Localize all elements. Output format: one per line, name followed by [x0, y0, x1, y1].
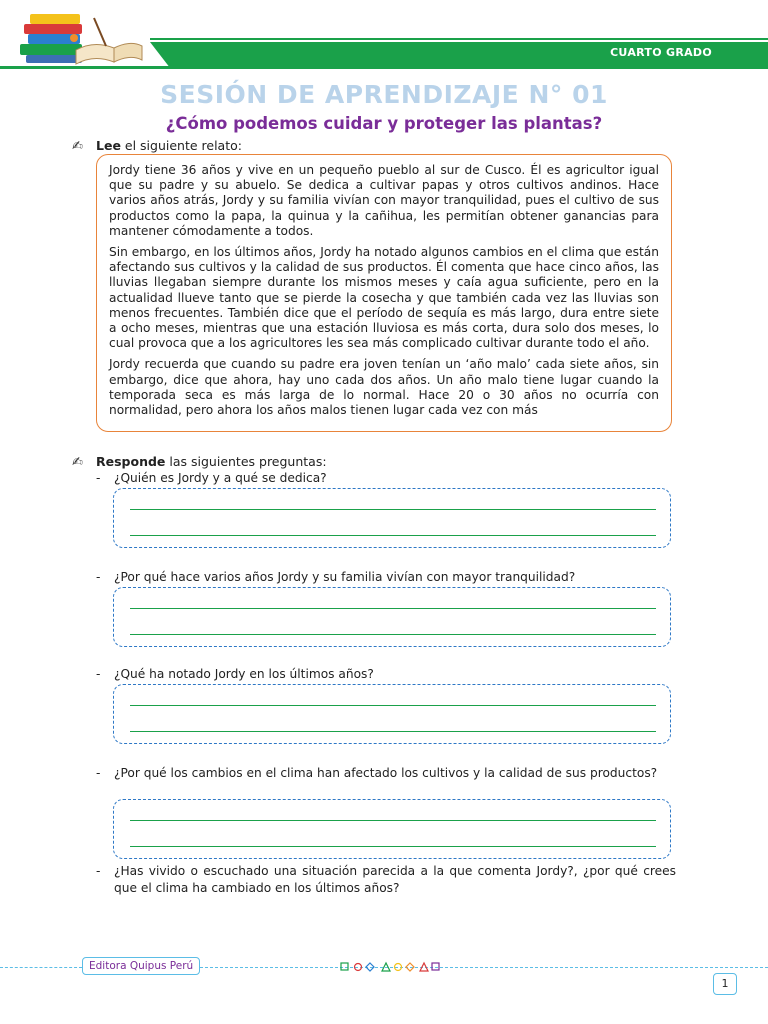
respond-instruction-bold: Responde: [96, 454, 166, 469]
answer-box-1[interactable]: [113, 488, 671, 548]
books-illustration: [14, 10, 144, 68]
question-text: ¿Qué ha notado Jordy en los últimos años?: [114, 667, 374, 681]
answer-box-3[interactable]: [113, 684, 671, 744]
decorative-shapes-icon: [340, 961, 440, 973]
publisher-label: Editora Quipus Perú: [82, 957, 200, 975]
question-text: ¿Has vivido o escuchado una situación parecida a la que comenta Jordy?, ¿por qué crees que el clima ha cambiado en los últimos años?: [114, 864, 676, 895]
question-2: [96, 569, 676, 586]
answer-line: [130, 731, 656, 732]
question-text: ¿Por qué hace varios años Jordy y su familia vivían con mayor tranquilidad?: [114, 570, 576, 584]
reading-instruction-bold: Lee: [96, 138, 121, 153]
reading-instruction-rest: el siguiente relato:: [120, 138, 242, 153]
question-dash: -: [96, 864, 101, 878]
pen-icon: ✍: [72, 139, 83, 154]
answer-line: [130, 820, 656, 821]
question-text: ¿Por qué los cambios en el clima han afectado los cultivos y la calidad de sus productos?: [114, 766, 658, 780]
question-1: [96, 470, 676, 487]
question-dash: -: [96, 766, 101, 780]
reading-paragraph: Jordy tiene 36 años y vive en un pequeño pueblo al sur de Cusco. Él es agricultor igual que su padre y su abuelo. Se dedica a cultivar papas y otros cultivos andinos. Hace varios años atrás, Jordy y su familia vivían con mayor tranquilidad, pues el cultivo de sus productos como la papa, la quinua y la cañihua, les permitían obtener ganancias para mantener cómodamente a todos.: [109, 163, 659, 238]
respond-instruction-rest: las siguientes preguntas:: [165, 454, 327, 469]
footer-dashed-line: [0, 967, 82, 968]
reading-box: [96, 154, 672, 432]
answer-line: [130, 608, 656, 609]
question-4: [96, 765, 676, 782]
page-title: SESIÓN DE APRENDIZAJE N° 01: [160, 80, 608, 109]
grade-label: CUARTO GRADO: [610, 46, 712, 59]
reading-instruction: [96, 138, 242, 153]
question-5: [96, 863, 676, 896]
answer-box-2[interactable]: [113, 587, 671, 647]
header-line: [150, 38, 768, 40]
pen-icon: ✍: [72, 455, 83, 470]
question-text: ¿Quién es Jordy y a qué se dedica?: [114, 471, 327, 485]
answer-box-4[interactable]: [113, 799, 671, 859]
answer-line: [130, 846, 656, 847]
header-rule: [0, 66, 768, 69]
answer-line: [130, 509, 656, 510]
footer-dashed-line: [200, 967, 768, 968]
answer-line: [130, 634, 656, 635]
question-3: [96, 666, 676, 683]
question-dash: -: [96, 570, 101, 584]
answer-line: [130, 535, 656, 536]
respond-instruction: [96, 454, 327, 469]
question-dash: -: [96, 471, 101, 485]
reading-paragraph: Jordy recuerda que cuando su padre era joven tenían un ‘año malo’ cada siete años, sin embargo, dice que ahora, hay uno cada dos años. Un año malo tiene lugar cuando la temporada seca es más larga de lo normal. Hace 20 o 30 años no ocurría con normalidad, pero ahora los años malos tienen lugar cada vez con más: [109, 357, 659, 418]
answer-line: [130, 705, 656, 706]
page-subtitle: ¿Cómo podemos cuidar y proteger las plantas?: [165, 114, 603, 133]
reading-paragraph: Sin embargo, en los últimos años, Jordy ha notado algunos cambios en el clima que están afectando sus cultivos y la calidad de sus productos. Él comenta que hace cinco años, las lluvias llegaban siempre durante los mismos meses y caía agua suficiente, pero en la actualidad llueve tanto que se pierde la cosecha y que también cada vez las lluvias son menos frecuentes. También dice que el período de sequía es más largo, dura entre siete a ocho meses, mientras que una estación lluviosa es más corta, dura solo dos meses, lo cual provoca que a los agricultores les sea más complicado cultivar durante todo el año.: [109, 245, 659, 351]
question-dash: -: [96, 667, 101, 681]
page-number: 1: [713, 973, 737, 995]
